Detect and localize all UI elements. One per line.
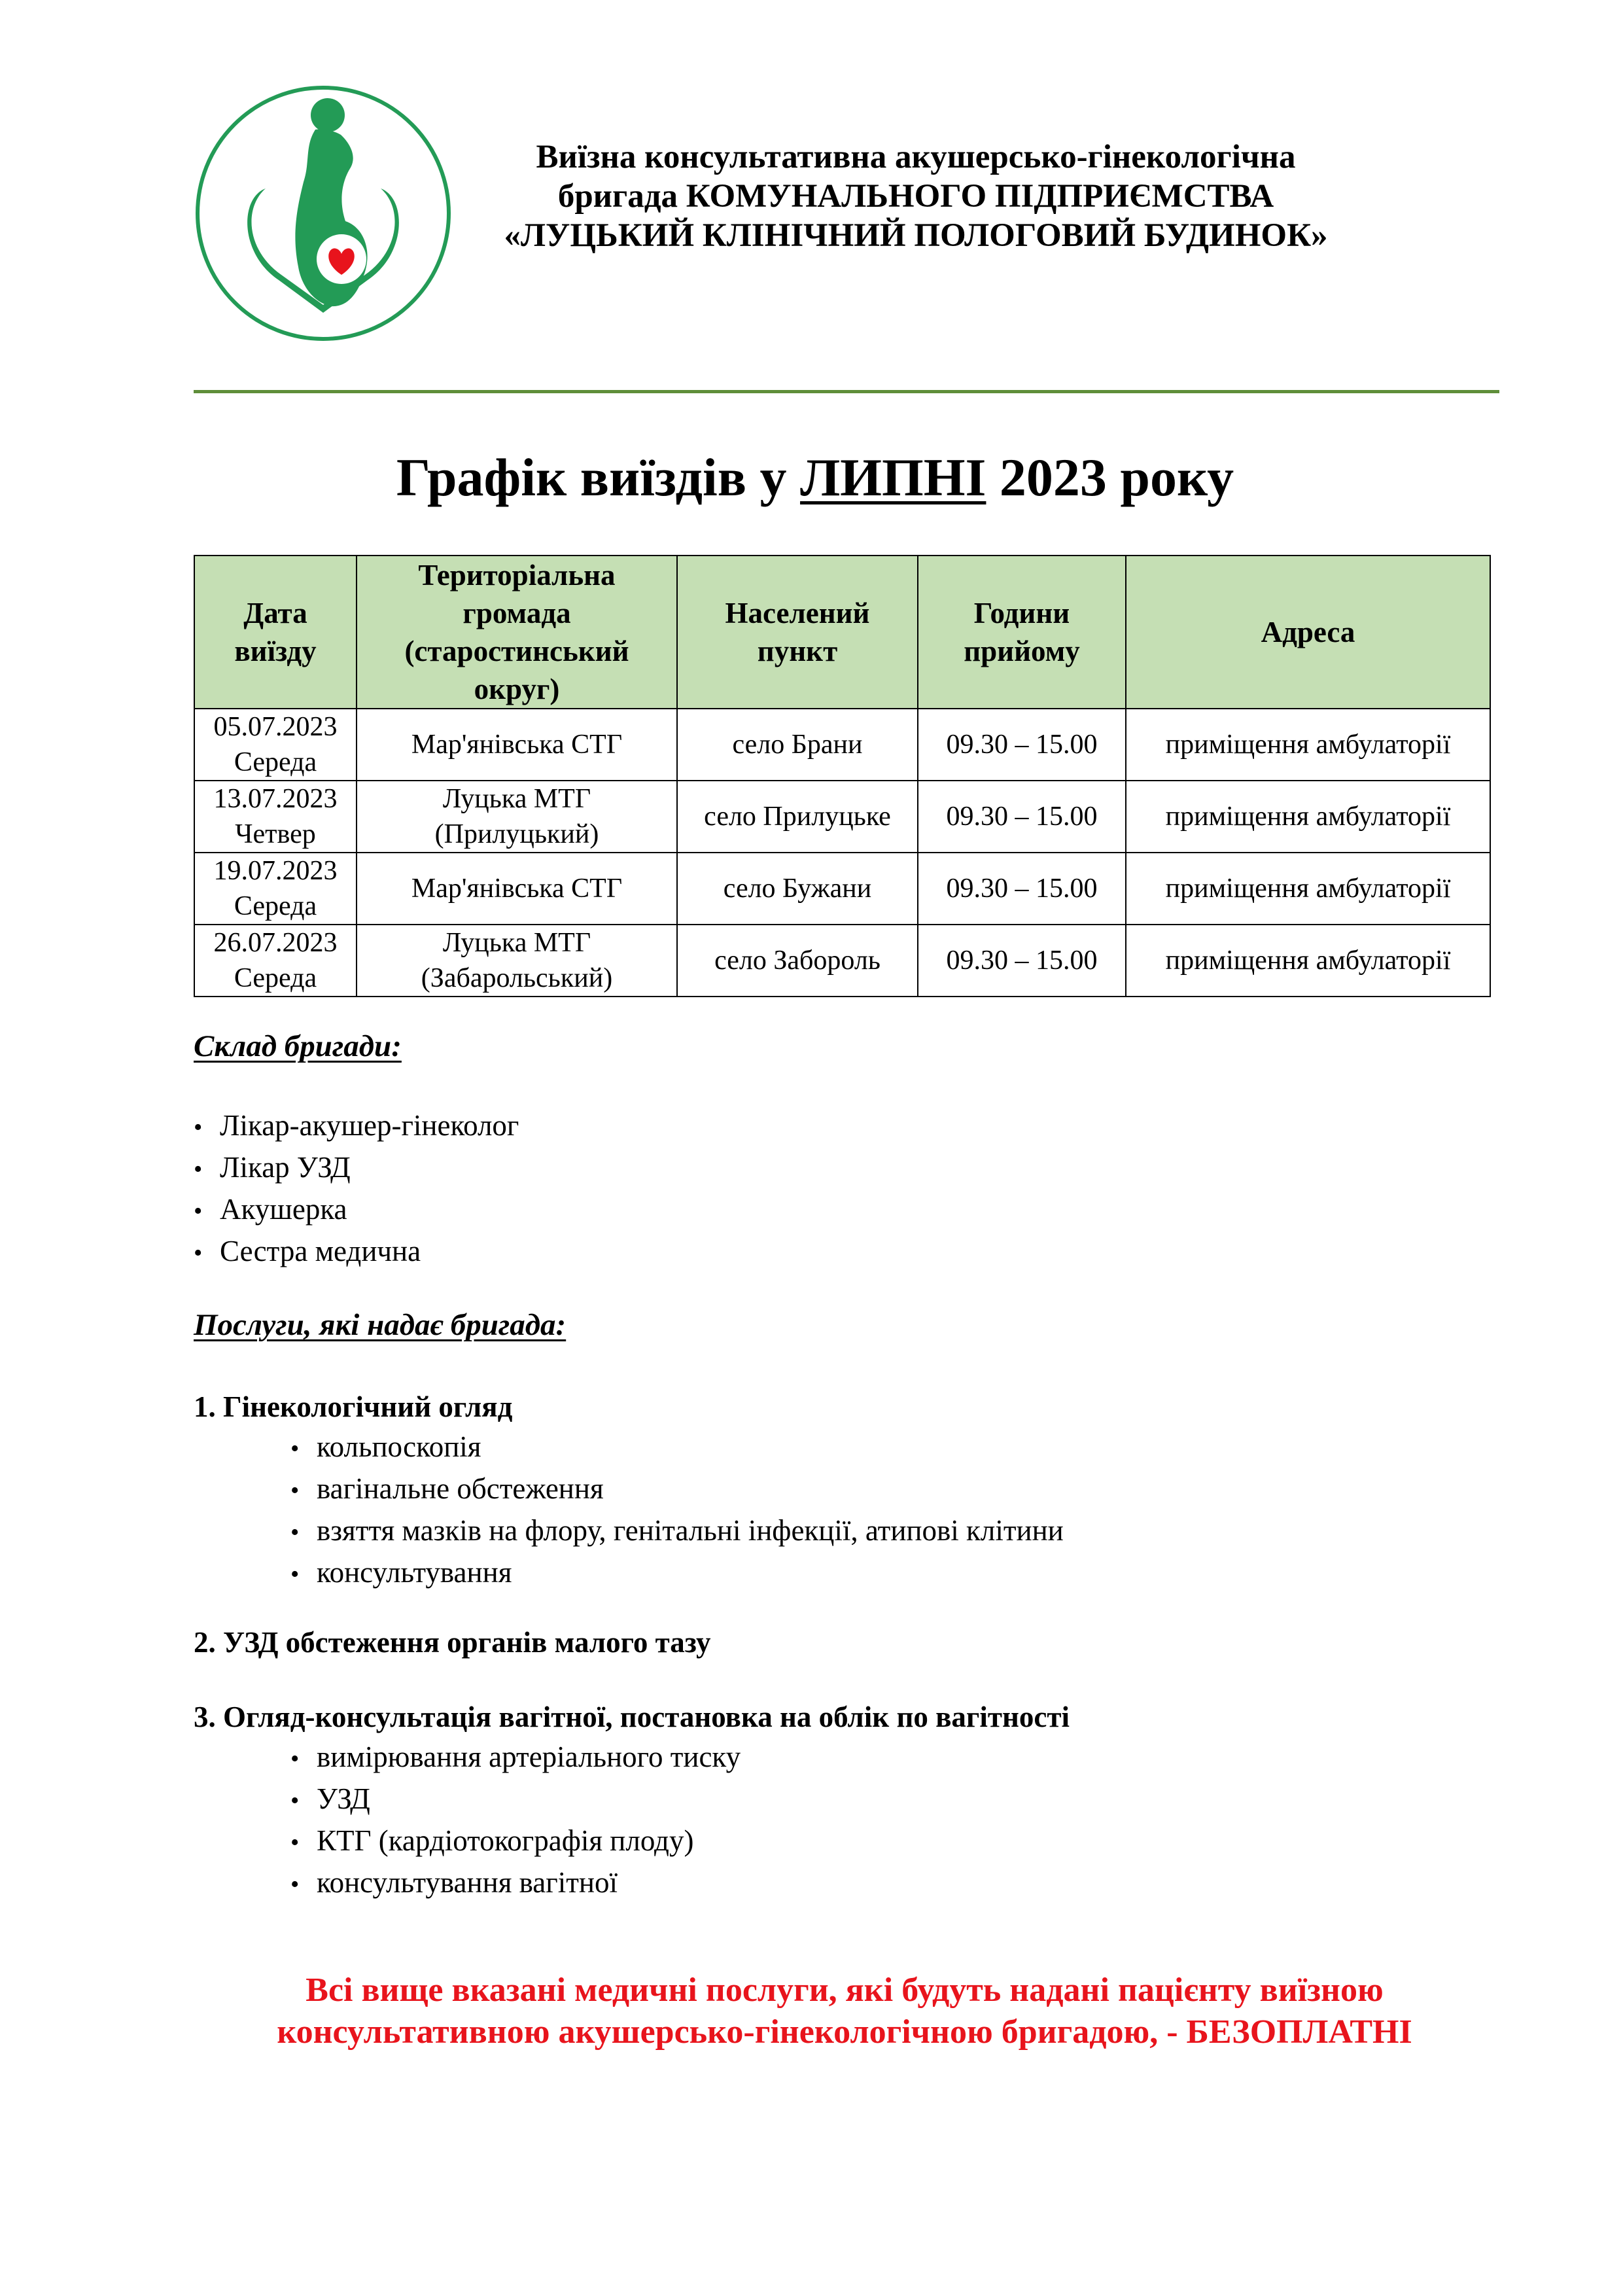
- cell-address: приміщення амбулаторії: [1126, 853, 1490, 925]
- team-member-text: Сестра медична: [220, 1235, 421, 1267]
- service-sub-text: КТГ (кардіотокографія плоду): [317, 1824, 694, 1857]
- bullet-icon: •: [290, 1435, 300, 1462]
- bullet-icon: •: [194, 1114, 203, 1141]
- service-sub-text: кольпоскопія: [317, 1430, 481, 1463]
- services-heading: Послуги, які надає бригада:: [194, 1308, 567, 1342]
- notice-line-1: Всі вище вказані медичні послуги, які будуть надані пацієнту виїзною: [305, 1971, 1384, 2009]
- cell-date: [194, 925, 357, 997]
- community-text: Мар'янівська СТГ: [411, 730, 623, 760]
- cell-date: [194, 853, 357, 925]
- cell-village: село Бужани: [677, 853, 918, 925]
- header-hours-line-1: Години: [973, 597, 1070, 629]
- service-2-title: 2. УЗД обстеження органів малого тазу: [194, 1626, 711, 1659]
- header-line-2: бригада КОМУНАЛЬНОГО ПІДПРИЄМСТВА: [557, 178, 1274, 215]
- bullet-icon: •: [290, 1787, 300, 1814]
- bullet-icon: •: [290, 1829, 300, 1856]
- cell-community: [357, 853, 677, 925]
- service-sub-text: вагінальне обстеження: [317, 1472, 604, 1505]
- list-item: [290, 1863, 741, 1905]
- list-item: [290, 1779, 741, 1821]
- header-address-line-1: Адреса: [1261, 616, 1355, 648]
- cell-hours: 09.30 – 15.00: [918, 709, 1126, 781]
- bullet-icon: •: [290, 1477, 300, 1504]
- list-item: [194, 1231, 519, 1273]
- team-list: [194, 1106, 519, 1273]
- header-date: [194, 556, 357, 709]
- service-sub-text: взяття мазків на флору, генітальні інфекції, атипові клітини: [317, 1514, 1064, 1547]
- cell-village: село Забороль: [677, 925, 918, 997]
- team-member-text: Лікар УЗД: [220, 1151, 351, 1184]
- cell-date: [194, 781, 357, 853]
- service-sub-text: УЗД: [317, 1782, 370, 1815]
- header-community-line-2: громада: [462, 597, 571, 629]
- title-month: ЛИПНІ: [800, 448, 986, 507]
- cell-village: село Прилуцьке: [677, 781, 918, 853]
- cell-hours: 09.30 – 15.00: [918, 853, 1126, 925]
- list-item: [290, 1553, 1064, 1595]
- list-item: [194, 1190, 519, 1231]
- table-header-row: [194, 556, 1490, 709]
- community-district-text: (Забарольський): [421, 963, 613, 993]
- title-suffix: 2023 року: [986, 448, 1234, 507]
- day-text: Середа: [234, 963, 317, 993]
- day-text: Четвер: [235, 819, 316, 849]
- date-text: 19.07.2023: [213, 856, 338, 886]
- cell-community: [357, 925, 677, 997]
- service-sub-text: консультування вагітної: [317, 1866, 618, 1899]
- team-heading: Склад бригади:: [194, 1029, 402, 1063]
- table-row: [194, 709, 1490, 781]
- community-text: Луцька МТГ: [442, 928, 591, 958]
- header-community-line-3: (старостинський: [404, 635, 629, 667]
- service-3-list: [290, 1737, 741, 1905]
- team-member-text: Акушерка: [220, 1193, 347, 1226]
- cell-hours: 09.30 – 15.00: [918, 925, 1126, 997]
- free-services-notice: [194, 1969, 1495, 2053]
- header-date-line-1: Дата: [243, 597, 307, 629]
- bullet-icon: •: [290, 1745, 300, 1773]
- cell-community: [357, 781, 677, 853]
- table-row: [194, 781, 1490, 853]
- community-district-text: (Прилуцький): [434, 819, 599, 849]
- list-item: [194, 1106, 519, 1148]
- bullet-icon: •: [290, 1561, 300, 1588]
- cell-hours: 09.30 – 15.00: [918, 781, 1126, 853]
- table-row: [194, 853, 1490, 925]
- header-village-line-1: Населений: [725, 597, 870, 629]
- bullet-icon: •: [290, 1519, 300, 1546]
- cell-community: [357, 709, 677, 781]
- cell-village: село Брани: [677, 709, 918, 781]
- service-1-list: [290, 1427, 1064, 1595]
- pregnant-woman-heart-logo-icon: [194, 84, 453, 343]
- page-title: [194, 445, 1437, 510]
- service-sub-text: вимірювання артеріального тиску: [317, 1740, 741, 1773]
- day-text: Середа: [234, 747, 317, 777]
- header-address: [1126, 556, 1490, 709]
- service-sub-text: консультування: [317, 1556, 512, 1589]
- bullet-icon: •: [290, 1871, 300, 1898]
- header-hours: [918, 556, 1126, 709]
- bullet-icon: •: [194, 1197, 203, 1225]
- header-divider: [194, 390, 1499, 393]
- table-row: [194, 925, 1490, 997]
- header-hours-line-2: прийому: [964, 635, 1080, 667]
- cell-address: приміщення амбулаторії: [1126, 709, 1490, 781]
- list-item: [290, 1821, 741, 1863]
- team-member-text: Лікар-акушер-гінеколог: [220, 1109, 519, 1142]
- header-community: [357, 556, 677, 709]
- cell-address: приміщення амбулаторії: [1126, 925, 1490, 997]
- cell-date: [194, 709, 357, 781]
- header-community-line-1: Територіальна: [418, 559, 616, 592]
- service-3-title: 3. Огляд-консультація вагітної, постановка на облік по вагітності: [194, 1701, 1070, 1733]
- cell-address: приміщення амбулаторії: [1126, 781, 1490, 853]
- day-text: Середа: [234, 891, 317, 921]
- notice-line-2: консультативною акушерсько-гінекологічною бригадою, - БЕЗОПЛАТНІ: [277, 2013, 1412, 2051]
- header-date-line-2: виїзду: [234, 635, 317, 667]
- list-item: [290, 1511, 1064, 1553]
- header-line-1: Виїзна консультативна акушерсько-гінекологічна: [536, 139, 1296, 175]
- schedule-table: [194, 555, 1491, 997]
- header-village: [677, 556, 918, 709]
- list-item: [290, 1469, 1064, 1511]
- community-text: Мар'янівська СТГ: [411, 874, 623, 904]
- title-prefix: Графік виїздів у: [396, 448, 801, 507]
- bullet-icon: •: [194, 1239, 203, 1267]
- bullet-icon: •: [194, 1156, 203, 1183]
- header-community-line-4: округ): [474, 673, 560, 705]
- organization-header: [471, 137, 1361, 255]
- date-text: 13.07.2023: [213, 784, 338, 814]
- list-item: [194, 1148, 519, 1190]
- community-text: Луцька МТГ: [442, 784, 591, 814]
- list-item: [290, 1737, 741, 1779]
- service-1-title: 1. Гінекологічний огляд: [194, 1390, 513, 1423]
- date-text: 26.07.2023: [213, 928, 338, 958]
- header-line-3: «ЛУЦЬКИЙ КЛІНІЧНИЙ ПОЛОГОВИЙ БУДИНОК»: [504, 217, 1328, 254]
- list-item: [290, 1427, 1064, 1469]
- date-text: 05.07.2023: [213, 712, 338, 742]
- maternity-hospital-logo: [194, 84, 453, 343]
- header-village-line-2: пункт: [757, 635, 838, 667]
